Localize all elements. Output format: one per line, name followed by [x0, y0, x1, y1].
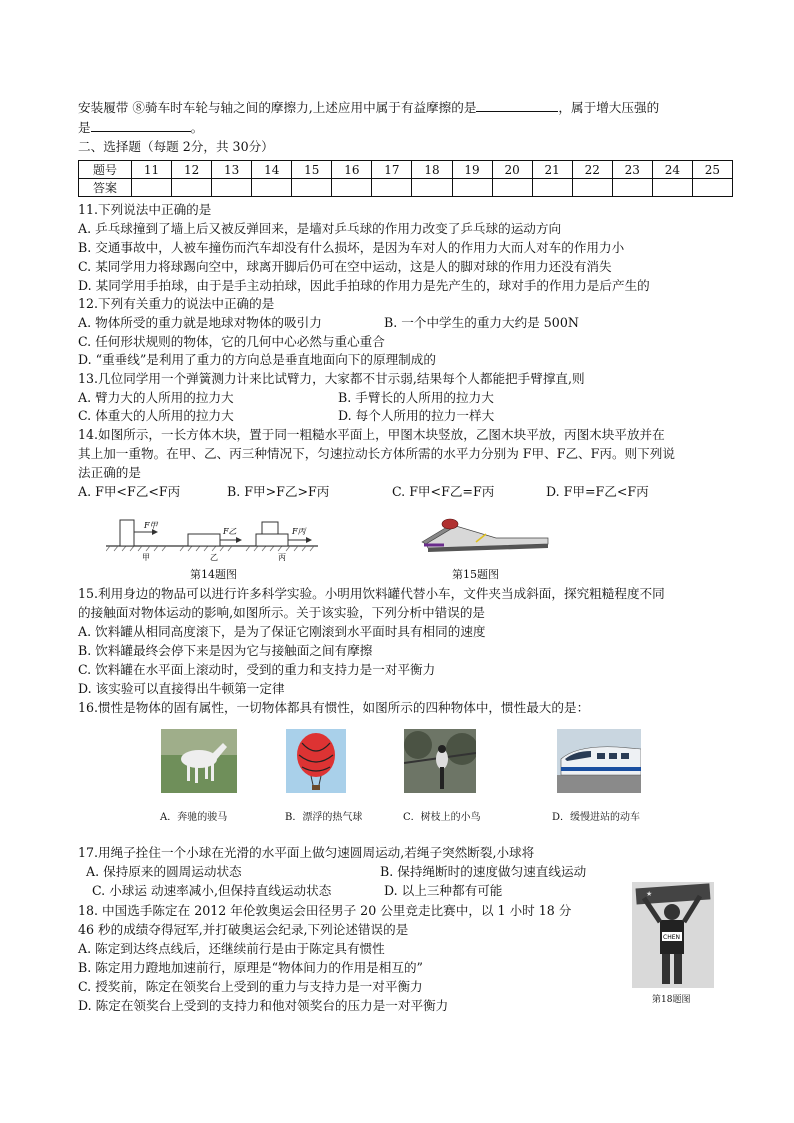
block-flat-weighted — [256, 534, 288, 546]
fig-label-yi: 乙 — [210, 553, 218, 562]
question-number: 13 — [212, 161, 252, 179]
q16-stem: 16.惯性是物体的固有属性，一切物体都具有惯性，如图所示的四种物体中，惯性最大的是： — [78, 700, 590, 715]
q16-pic-label-b: B．漂浮的热气球 — [285, 812, 363, 823]
q17-option-c: C. 小球运 动速率减小,但保持直线运动状态 — [92, 883, 332, 898]
hot-air-balloon-image — [286, 729, 346, 793]
q15-caption: 第15题图 — [452, 568, 499, 581]
question-number: 11 — [132, 161, 172, 179]
question-number: 21 — [532, 161, 572, 179]
q17-option-a: A. 保持原来的圆周运动状态 — [86, 864, 242, 879]
answer-cell[interactable] — [132, 179, 172, 197]
q18-option-a: A. 陈定到达终点线后，还继续前行是由于陈定具有惯性 — [78, 941, 385, 956]
answer-cell[interactable] — [652, 179, 692, 197]
q12-stem: 12.下列有关重力的说法中正确的是 — [78, 296, 275, 311]
fill-line-2 — [78, 119, 203, 136]
block-vertical — [120, 520, 134, 546]
q16-pic-label-c: C．树枝上的小鸟 — [403, 812, 481, 823]
q13-option-d: D. 每个人所用的拉力一样大 — [338, 408, 495, 423]
q11-option-d: D. 某同学用手拍球，由于是手主动拍球，因此手拍球的作用力是先产生的，球对手的作用力是后产生的 — [78, 278, 650, 293]
question-number: 24 — [652, 161, 692, 179]
q15-stem-1: 15.利用身边的物品可以进行许多科学实验。小明用饮料罐代替小车，文件夹当成斜面，探究粗糙程度不同 — [78, 586, 665, 601]
q11-stem: 11.下列说法中正确的是 — [78, 202, 212, 217]
force-label-bing: F丙 — [292, 527, 306, 536]
question-number: 18 — [412, 161, 452, 179]
q14-figure — [106, 510, 318, 562]
q13-option-c: C. 体重大的人所用的拉力大 — [78, 408, 234, 423]
fill-text-1a: 安装履带 ⑧骑车时车轮与轴之间的摩擦力,上述应用中属于有益摩擦的是 — [78, 100, 477, 115]
answer-table — [78, 160, 733, 197]
row-label-answer: 答案 — [79, 179, 132, 197]
q18-stem-1: 18. 中国选手陈定在 2012 年伦敦奥运会田径男子 20 公里竞走比赛中，以 1 小时 18 分 — [78, 903, 572, 918]
block-flat — [188, 534, 220, 546]
q18-option-b: B. 陈定用力蹬地加速前行，原理是“物体间力的作用是相互的” — [78, 960, 423, 975]
answer-blank-1[interactable] — [476, 99, 558, 112]
q13-option-b: B. 手臂长的人所用的拉力大 — [338, 390, 494, 405]
answer-cell[interactable] — [172, 179, 212, 197]
question-number: 23 — [612, 161, 652, 179]
section-title: 二、选择题（每题 2分，共 30分） — [78, 139, 274, 154]
force-label-yi: F乙 — [223, 527, 237, 536]
question-number: 14 — [252, 161, 292, 179]
q14-option-b: B. F甲>F乙>F丙 — [227, 484, 330, 499]
q18-caption: 第18题图 — [652, 995, 691, 1005]
question-number: 22 — [572, 161, 612, 179]
q14-stem-3: 法正确的是 — [78, 465, 141, 480]
question-number: 19 — [452, 161, 492, 179]
horse-image — [161, 729, 237, 793]
q15-option-a: A. 饮料罐从相同高度滚下，是为了保证它刚滚到水平面时具有相同的速度 — [78, 624, 486, 639]
q17-stem: 17.用绳子拴住一个小球在光滑的水平面上做匀速圆周运动,若绳子突然断裂,小球将 — [78, 845, 535, 860]
q11-option-a: A. 乒乓球撞到了墙上后又被反弹回来，是墙对乒乓球的作用力改变了乒乓球的运动方向 — [78, 221, 562, 236]
table-row-numbers — [79, 161, 733, 179]
fill-line-1 — [78, 99, 659, 116]
q18-stem-2: 46 秒的成绩夺得冠军,并打破奥运会纪录,下列论述错误的是 — [78, 922, 409, 937]
weight-block — [262, 522, 278, 534]
q14-stem-1: 14.如图所示，一长方体木块，置于同一粗糙水平面上，甲图木块竖放，乙图木块平放，丙图木块平放并在 — [78, 427, 665, 442]
question-number: 20 — [492, 161, 532, 179]
q16-pic-label-a: A．奔驰的骏马 — [160, 812, 228, 823]
q14-option-c: C. F甲<F乙=F丙 — [392, 484, 495, 499]
answer-cell[interactable] — [332, 179, 372, 197]
bib-text: CHEN — [663, 934, 680, 941]
q17-option-d: D. 以上三种都有可能 — [384, 883, 503, 898]
answer-cell[interactable] — [532, 179, 572, 197]
answer-cell[interactable] — [452, 179, 492, 197]
q12-option-d: D. “重垂线”是利用了重力的方向总是垂直地面向下的原理制成的 — [78, 352, 436, 367]
force-label-jia: F甲 — [144, 521, 158, 530]
answer-cell[interactable] — [292, 179, 332, 197]
answer-cell[interactable] — [412, 179, 452, 197]
q14-caption: 第14题图 — [190, 568, 237, 581]
q18-option-d: D. 陈定在领奖台上受到的支持力和他对领奖台的压力是一对平衡力 — [78, 998, 449, 1013]
answer-cell[interactable] — [492, 179, 532, 197]
q18-option-c: C. 授奖前，陈定在领奖台上受到的重力与支持力是一对平衡力 — [78, 979, 423, 994]
question-number: 17 — [372, 161, 412, 179]
row-label-number: 题号 — [79, 161, 132, 179]
question-number: 16 — [332, 161, 372, 179]
fill-text-2a: 是 — [78, 120, 91, 135]
q13-option-a: A. 臂力大的人所用的拉力大 — [78, 390, 234, 405]
q15-option-c: C. 饮料罐在水平面上滚动时，受到的重力和支持力是一对平衡力 — [78, 662, 436, 677]
q11-option-c: C. 某同学用力将球踢向空中，球离开脚后仍可在空中运动，这是人的脚对球的作用力还没有消失 — [78, 259, 612, 274]
athlete-photo — [632, 882, 714, 988]
answer-cell[interactable] — [612, 179, 652, 197]
table-row-answers — [79, 179, 733, 197]
question-number: 25 — [692, 161, 732, 179]
answer-cell[interactable] — [692, 179, 732, 197]
bullet-train-image — [557, 729, 641, 793]
q11-option-b: B. 交通事故中，人被车撞伤而汽车却没有什么损坏，是因为车对人的作用力大而人对车的作用力小 — [78, 240, 625, 255]
q14-option-d: D. F甲=F乙<F丙 — [546, 484, 649, 499]
answer-cell[interactable] — [212, 179, 252, 197]
fill-text-1b: ，属于增大压强的 — [558, 100, 660, 115]
q13-stem: 13.几位同学用一个弹簧测力计来比试臂力，大家都不甘示弱,结果每个人都能把手臂撑直,则 — [78, 371, 585, 386]
q17-option-b: B. 保持绳断时的速度做匀速直线运动 — [380, 864, 587, 879]
q12-option-a: A. 物体所受的重力就是地球对物体的吸引力 — [78, 315, 322, 330]
fill-text-2b: 。 — [190, 120, 204, 135]
q15-option-d: D. 该实验可以直接得出牛顿第一定律 — [78, 681, 285, 696]
q12-option-b: B. 一个中学生的重力大约是 500N — [384, 315, 579, 330]
q15-stem-2: 的接触面对物体运动的影响,如图所示。关于该实验，下列分析中错误的是 — [78, 605, 486, 620]
answer-cell[interactable] — [372, 179, 412, 197]
q12-option-c: C. 任何形状规则的物体，它的几何中心必然与重心重合 — [78, 334, 385, 349]
svg-text:★: ★ — [646, 890, 653, 898]
q15-figure — [416, 512, 554, 556]
answer-cell[interactable] — [252, 179, 292, 197]
fig-label-bing: 丙 — [278, 553, 286, 562]
bird-on-branch-image — [404, 729, 476, 793]
fig-label-jia: 甲 — [142, 553, 150, 562]
q14-stem-2: 其上加一重物。在甲、乙、丙三种情况下，匀速拉动长方体所需的水平力分别为 F甲、F乙、F丙。则下列说 — [78, 446, 675, 461]
q16-pic-label-d: D．缓慢进站的动车 — [552, 812, 641, 823]
q15-option-b: B. 饮料罐最终会停下来是因为它与接触面之间有摩擦 — [78, 643, 373, 658]
soda-can — [442, 519, 458, 529]
answer-blank-2[interactable] — [91, 119, 191, 132]
question-number: 15 — [292, 161, 332, 179]
answer-cell[interactable] — [572, 179, 612, 197]
question-number: 12 — [172, 161, 212, 179]
q14-option-a: A. F甲<F乙<F丙 — [78, 484, 181, 499]
